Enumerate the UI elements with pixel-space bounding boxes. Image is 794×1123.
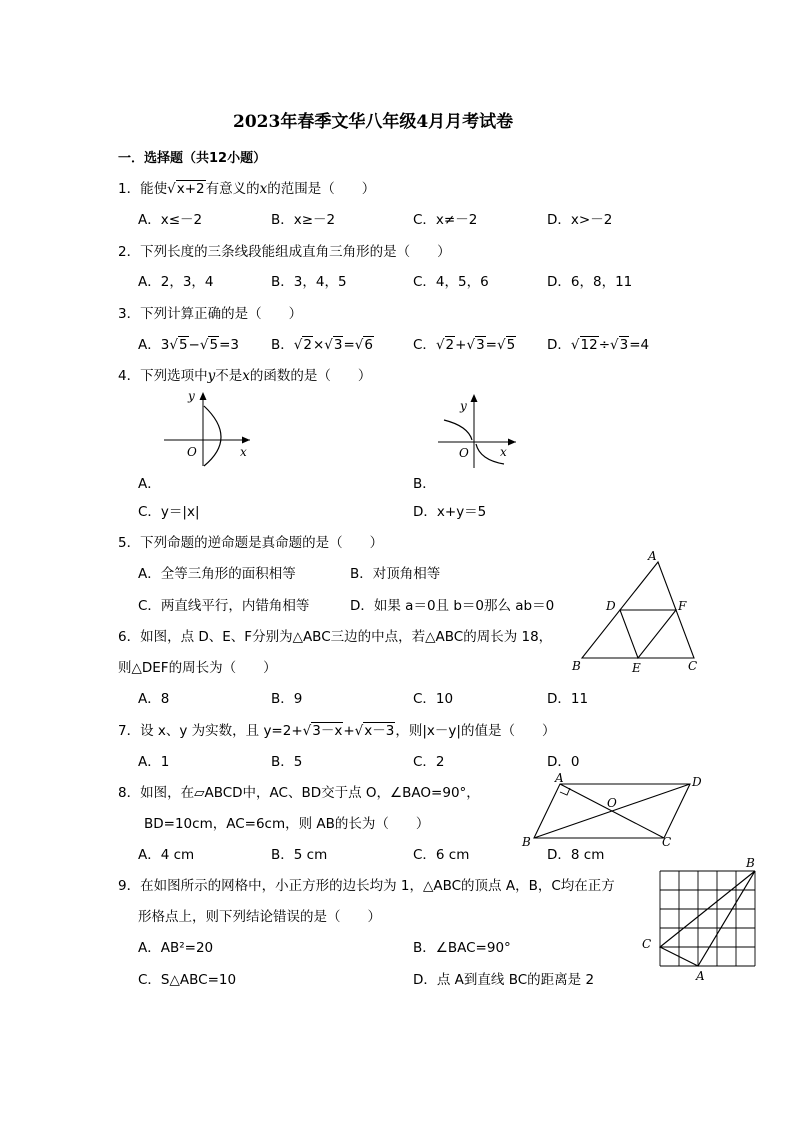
q3-d-label: D． [547, 337, 571, 353]
question-4-stem [118, 364, 371, 384]
q7-rad2: x－3 [364, 723, 395, 739]
q7-option-d[interactable]: D．0 [547, 754, 580, 770]
q2-option-a[interactable]: A．2，3，4 [138, 274, 214, 290]
q1-option-a[interactable]: A．x≤－2 [138, 212, 203, 228]
parabola-curve [204, 406, 221, 466]
q4-graph-a [158, 388, 268, 468]
label-o: O [607, 796, 617, 810]
y-arrow-icon [471, 394, 478, 402]
label-a: A [696, 969, 705, 983]
label-b: B [746, 856, 755, 870]
q3-c-rad2: 3 [476, 337, 485, 353]
diagonal-bd [534, 784, 690, 838]
hyperbola-upper-branch [444, 420, 472, 440]
label-c: C [688, 659, 698, 673]
q7-option-b[interactable]: B．5 [271, 754, 303, 770]
origin-label: O [459, 446, 469, 460]
label-f: F [678, 599, 687, 613]
q2-option-c[interactable]: C．4，5，6 [413, 274, 489, 290]
grid-lines [660, 871, 755, 966]
q4-option-b[interactable]: B． [413, 476, 436, 492]
q3-option-a[interactable]: A．3√5−√5=3 [138, 337, 239, 353]
q1-option-d[interactable]: D．x>－2 [547, 212, 613, 228]
q3-c-rad1: 2 [445, 337, 455, 353]
q3-b-rad1: 2 [303, 337, 312, 353]
q3-option-c[interactable]: C．√2+√3=√5 [413, 337, 516, 353]
q2-option-d[interactable]: D．6，8，11 [547, 274, 633, 290]
q6-option-d[interactable]: D．11 [547, 691, 589, 707]
q1-stem-post: 有意义的 [205, 181, 260, 197]
q6-option-c[interactable]: C．10 [413, 691, 454, 707]
q3-d-rad1: 12 [580, 337, 598, 353]
label-a: A [648, 549, 657, 563]
q5-option-d[interactable]: D．如果 a＝0且 b＝0那么 ab＝0 [350, 598, 555, 614]
triangle-abc [660, 871, 755, 966]
q3-option-d[interactable]: D．√12÷√3=4 [547, 337, 650, 353]
q7-rad1: 3－x [312, 723, 343, 739]
q5-option-a[interactable]: A．全等三角形的面积相等 [138, 566, 296, 582]
q3-d-result: =4 [629, 337, 650, 353]
q8-option-d[interactable]: D．8 cm [547, 847, 605, 863]
q7-option-a[interactable]: A．1 [138, 754, 170, 770]
q9-grid-figure [638, 855, 758, 985]
q3-d-rad2: 3 [619, 337, 629, 353]
q4-stem-mid: 不是 [215, 368, 243, 384]
question-7-stem: 7．设 x、y 为实数，且 y=2+√3－x+√x－3，则|x－y|的值是（ ） [118, 723, 556, 739]
q7-plus: + [343, 723, 355, 739]
y-axis-label: y [188, 389, 195, 403]
q8-option-b[interactable]: B．5 cm [271, 847, 328, 863]
q3-a-op: − [188, 337, 200, 353]
q4-stem-end: 的函数的是（ ） [249, 368, 372, 384]
q3-option-b[interactable]: B．√2×√3=√6 [271, 337, 373, 353]
label-d: D [606, 599, 616, 613]
q8-option-a[interactable]: A．4 cm [138, 847, 195, 863]
q1-stem-pre: 1．能使 [118, 181, 168, 197]
label-c: C [642, 937, 652, 951]
label-c: C [662, 835, 672, 849]
label-b: B [522, 835, 531, 849]
sqrt-sign: √ [167, 181, 176, 197]
q1-option-b[interactable]: B．x≥－2 [271, 212, 336, 228]
q6-option-b[interactable]: B．9 [271, 691, 303, 707]
label-e: E [632, 661, 641, 675]
q4-x: x [242, 368, 250, 384]
q4-option-a[interactable]: A． [138, 476, 161, 492]
q7-option-c[interactable]: C．2 [413, 754, 445, 770]
question-9-stem-line2: 形格点上，则下列结论错误的是（ ） [138, 909, 381, 925]
q7-stem-end: ，则|x－y|的值是（ ） [395, 723, 556, 739]
q1-option-c[interactable]: C．x≠－2 [413, 212, 478, 228]
q8-option-c[interactable]: C．6 cm [413, 847, 470, 863]
q2-option-b[interactable]: B．3，4，5 [271, 274, 347, 290]
q4-option-d[interactable]: D．x+y＝5 [413, 504, 487, 520]
question-1-stem [118, 177, 375, 197]
q3-a-coef: 3 [160, 337, 170, 353]
q9-option-c[interactable]: C．S△ABC=10 [138, 972, 237, 988]
section-heading: 一．选择题（共12小题） [118, 151, 267, 166]
q3-a-rad2: 5 [209, 337, 219, 353]
q3-b-rad2: 3 [333, 337, 343, 353]
q3-c-rad3: 5 [506, 337, 516, 353]
question-6-stem-line1: 6．如图，点 D、E、F分别为△ABC三边的中点，若△ABC的周长为 18， [118, 629, 553, 645]
x-arrow-icon [242, 437, 250, 444]
question-6-stem-line2: 则△DEF的周长为（ ） [118, 660, 277, 676]
question-8-stem-line2: BD=10cm，AC=6cm，则 AB的长为（ ） [144, 816, 430, 832]
x-axis-label: x [500, 445, 507, 459]
right-angle-mark [560, 788, 570, 795]
q9-option-b[interactable]: B．∠BAC=90° [413, 940, 511, 956]
q3-d-op: ÷ [598, 337, 611, 353]
q1-radicand: x+2 [176, 181, 205, 197]
x-axis-label: x [240, 445, 247, 459]
x-arrow-icon [508, 439, 516, 446]
q1-var: x [259, 181, 268, 197]
q9-option-d[interactable]: D．点 A到直线 BC的距离是 2 [413, 972, 595, 988]
q6-triangle-figure [570, 548, 710, 678]
q4-graph-b [434, 390, 544, 470]
question-2-stem: 2．下列长度的三条线段能组成直角三角形的是（ ） [118, 244, 451, 260]
q3-b-label: B． [271, 337, 294, 353]
q3-a-result: =3 [219, 337, 239, 353]
q4-option-c[interactable]: C．y＝|x| [138, 504, 200, 520]
question-8-stem-line1: 8．如图，在▱ABCD中，AC、BD交于点 O，∠BAO=90°， [118, 785, 480, 801]
q1-stem-end: 的范围是（ ） [267, 181, 376, 197]
q3-c-eq: = [485, 337, 497, 353]
q3-a-rad1: 5 [178, 337, 188, 353]
q6-option-a[interactable]: A．8 [138, 691, 170, 707]
triangle-def [620, 610, 676, 658]
q9-option-a[interactable]: A．AB²=20 [138, 940, 214, 956]
question-5-stem: 5．下列命题的逆命题是真命题的是（ ） [118, 535, 384, 551]
q3-a-label: A． [138, 337, 161, 353]
q4-stem-pre: 4．下列选项中 [118, 368, 208, 384]
q3-b-op: × [312, 337, 325, 353]
label-b: B [572, 659, 581, 673]
label-a: A [555, 771, 564, 785]
label-d: D [692, 775, 702, 789]
question-3-stem: 3．下列计算正确的是（ ） [118, 306, 303, 322]
q3-b-rad3: 6 [364, 337, 373, 353]
q4-y: y [207, 368, 216, 384]
q5-option-c[interactable]: C．两直线平行，内错角相等 [138, 598, 310, 614]
q3-c-op: + [455, 337, 467, 353]
q7-stem-pre: 7．设 x、y 为实数，且 y=2+ [118, 723, 303, 739]
q5-option-b[interactable]: B．对顶角相等 [350, 566, 441, 582]
page-title: 2023年春季文华八年级4月月考试卷 [233, 112, 514, 132]
y-axis-label: y [460, 399, 467, 413]
q3-c-label: C． [413, 337, 436, 353]
origin-label: O [187, 445, 197, 459]
q8-parallelogram-figure [518, 770, 708, 850]
question-9-stem-line1: 9．在如图所示的网格中，小正方形的边长均为 1，△ABC的顶点 A，B，C均在正方 [118, 878, 615, 894]
q3-b-eq: = [343, 337, 355, 353]
y-arrow-icon [200, 392, 207, 400]
